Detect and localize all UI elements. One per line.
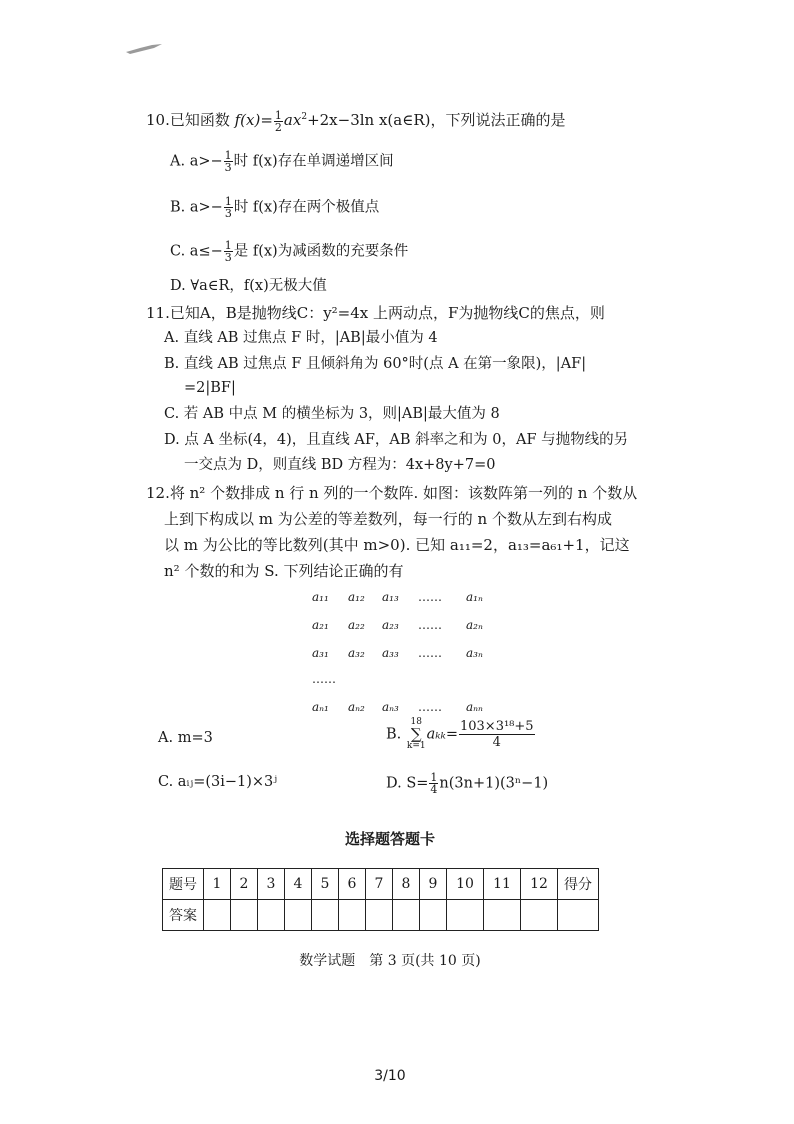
matrix-cell: a₂ₙ: [466, 618, 483, 632]
question-number-cell: 7: [366, 869, 393, 900]
matrix-cell: ……: [418, 618, 442, 632]
question-number-cell: 12: [521, 869, 558, 900]
answer-card-number-row: [163, 869, 599, 900]
page-number: 3/10: [374, 1068, 406, 1084]
answer-cell[interactable]: [312, 900, 339, 931]
matrix-cell: ……: [418, 590, 442, 604]
matrix-cell: a₃₁: [312, 646, 329, 660]
q12-stem-line3: 以 m 为公比的等比数列(其中 m>0). 已知 a₁₁=2，a₁₃=a₆₁+1，记这: [164, 536, 630, 554]
question-number-cell: 3: [258, 869, 285, 900]
answer-cell[interactable]: [484, 900, 521, 931]
matrix-cell: a₁₃: [382, 590, 399, 604]
answer-cell[interactable]: [285, 900, 312, 931]
answer-cell[interactable]: [204, 900, 231, 931]
answer-cell[interactable]: [393, 900, 420, 931]
matrix-cell: a₂₁: [312, 618, 329, 632]
question-number-cell: 9: [420, 869, 447, 900]
q10-mid: ax: [283, 111, 302, 129]
answer-card-table: [162, 868, 599, 931]
question-number-cell: 4: [285, 869, 312, 900]
q10-option-b[interactable]: B. a>− $\frac{1}{3}$ 时 f(x)存在两个极值点: [170, 195, 380, 220]
matrix-cell: a₃₂: [348, 646, 365, 660]
q10-option-c[interactable]: C. a≤− $\frac{1}{3}$ 是 f(x)为减函数的充要条件: [170, 239, 409, 264]
page-footer: 数学试题 第 3 页(共 10 页): [299, 953, 481, 969]
matrix-cell: a₃ₙ: [466, 646, 483, 660]
question-number-cell: 8: [393, 869, 420, 900]
matrix-cell: aₙ₁: [312, 700, 329, 714]
q11-option-d-line2: 一交点为 D，则直线 BD 方程为：4x+8y+7=0: [184, 457, 496, 473]
row-header-answer: 答案: [163, 900, 204, 931]
q11-option-a[interactable]: A. 直线 AB 过焦点 F 时，|AB|最小值为 4: [164, 330, 438, 346]
answer-card-title: 选择题答题卡: [344, 830, 435, 848]
matrix-cell: a₂₂: [348, 618, 365, 632]
q10-prefix: 10.已知函数: [146, 111, 235, 129]
q12-option-d[interactable]: D. S= $\frac{1}{4}$ n(3n+1)(3ⁿ−1): [386, 771, 549, 796]
answer-cell[interactable]: [521, 900, 558, 931]
matrix-cell: aₙ₂: [348, 700, 365, 714]
q11-option-b-line2: =2|BF|: [184, 380, 236, 396]
q10-stem: 10.已知函数 f(x)= $\frac{1}{2}$ $ax^2+2x-3\ln$ x(a∈R)，下列说法正确的是: [146, 108, 566, 134]
matrix-cell: a₃₃: [382, 646, 399, 660]
matrix-cell: ……: [312, 672, 336, 686]
row-header-question: 题号: [163, 869, 204, 900]
sum-symbol: 18 ∑ k=1: [406, 717, 426, 751]
question-number-cell: 2: [231, 869, 258, 900]
question-number-cell: 5: [312, 869, 339, 900]
q12-option-b[interactable]: B. 18 ∑ k=1 aₖₖ= $\frac{\text{103×3¹⁸+5}}{4}$: [386, 717, 534, 751]
question-number-cell: 10: [447, 869, 484, 900]
answer-cell[interactable]: [258, 900, 285, 931]
q12-stem-line2: 上到下构成以 m 为公差的等差数列，每一行的 n 个数从左到右构成: [164, 510, 612, 528]
q11-option-d-line1[interactable]: D. 点 A 坐标(4，4)，且直线 AF，AB 斜率之和为 0，AF 与抛物线的另: [164, 432, 629, 448]
answer-cell[interactable]: [447, 900, 484, 931]
q12-option-c[interactable]: C. aᵢⱼ=(3i−1)×3ʲ: [158, 774, 278, 790]
matrix-cell: aₙₙ: [466, 700, 483, 714]
q12-stem-line1: 12.将 n² 个数排成 n 行 n 列的一个数阵. 如图：该数阵第一列的 n 个数从: [146, 484, 638, 502]
matrix-cell: a₁ₙ: [466, 590, 483, 604]
answer-cell[interactable]: [420, 900, 447, 931]
matrix-cell: a₁₁: [312, 590, 329, 604]
q10-func: f(x)=: [234, 111, 273, 129]
q10-frac-half: $\frac{1}{2}$: [274, 108, 282, 134]
answer-cell[interactable]: [231, 900, 258, 931]
matrix-cell: aₙ₃: [382, 700, 399, 714]
answer-cell[interactable]: [366, 900, 393, 931]
q11-option-b-line1[interactable]: B. 直线 AB 过焦点 F 且倾斜角为 60°时(点 A 在第一象限)，|AF|: [164, 356, 587, 372]
answer-cell[interactable]: [339, 900, 366, 931]
score-cell[interactable]: [558, 900, 599, 931]
q11-option-c[interactable]: C. 若 AB 中点 M 的横坐标为 3，则|AB|最大值为 8: [164, 406, 500, 422]
question-number-cell: 1: [204, 869, 231, 900]
score-header: 得分: [558, 869, 599, 900]
q11-stem: 11.已知A，B是抛物线C：y²=4x 上两动点，F为抛物线C的焦点，则: [146, 304, 605, 322]
q10-tail: +2x−3ln x(a∈R)，下列说法正确的是: [307, 111, 566, 129]
q12-option-a[interactable]: A. m=3: [158, 730, 213, 746]
answer-card-answer-row: [163, 900, 599, 931]
question-number-cell: 6: [339, 869, 366, 900]
matrix-cell: a₂₃: [382, 618, 399, 632]
q10-option-d[interactable]: D. ∀a∈R，f(x)无极大值: [170, 278, 327, 294]
question-number-cell: 11: [484, 869, 521, 900]
matrix-cell: ……: [418, 700, 442, 714]
q10-option-a[interactable]: A. a>− $\frac{1}{3}$ 时 f(x)存在单调递增区间: [170, 149, 394, 174]
q12-stem-line4: n² 个数的和为 S. 下列结论正确的有: [164, 562, 404, 580]
matrix-cell: a₁₂: [348, 590, 365, 604]
scan-mark-icon: [124, 42, 164, 56]
matrix-cell: ……: [418, 646, 442, 660]
